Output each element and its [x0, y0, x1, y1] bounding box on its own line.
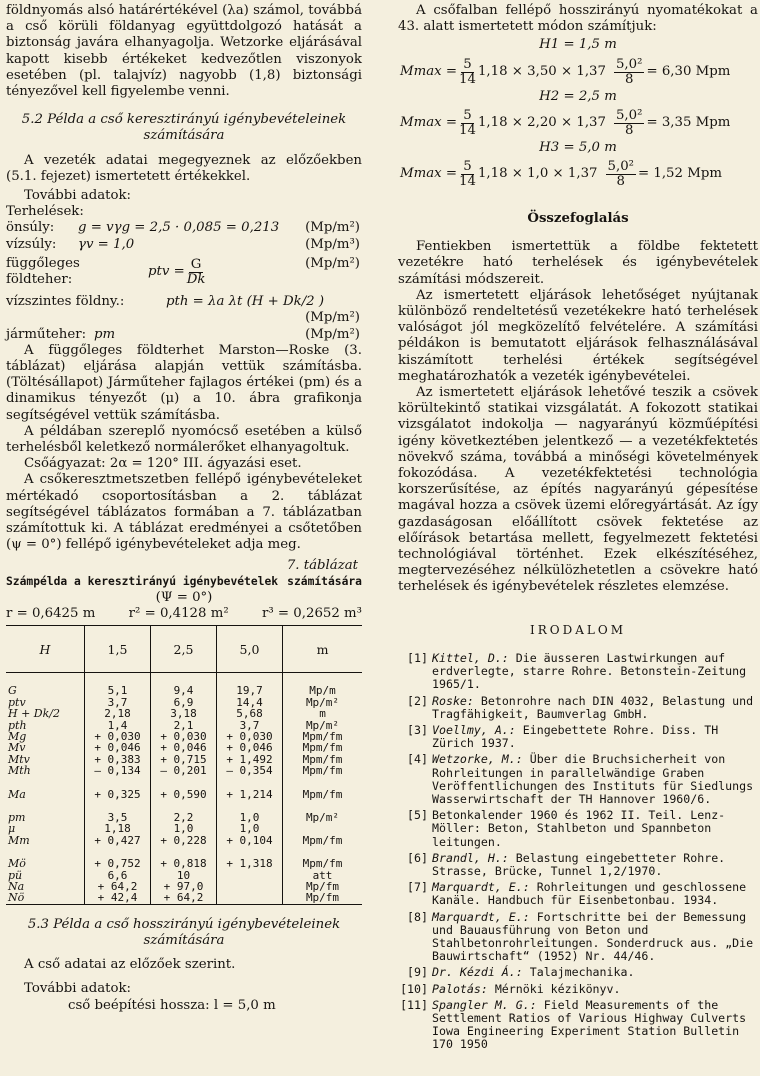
unit-cell: Mpm/fm	[283, 789, 363, 800]
fraction-numerator: 5,0²	[607, 159, 634, 175]
load-expression: γv = 1,0	[78, 236, 135, 252]
row-label: Na	[8, 880, 25, 893]
reference-author: Marquardt, E.:	[432, 909, 537, 924]
unit-cell: Mp/m²	[283, 720, 363, 731]
reference-title: Mérnöki kézikönyv.	[494, 981, 621, 996]
summary-paragraph: Az ismertetett eljárások lehetőséget nyújtanak különböző rendeltetésű vezetékekre ható terhelések valóságot jól megközelítő felvételére. A számítási példákon is bemutatott eljárások felhasználásával kiszámított terhelési értékek segítségével meghatározhatók a vezeték igénybevételei.	[398, 287, 758, 384]
value-cell: 1,18	[85, 823, 151, 834]
row-label: pth	[8, 718, 27, 732]
load-row-self-weight	[6, 220, 362, 236]
reference-number: [11]	[400, 997, 428, 1012]
value-cell: – 0,201	[151, 765, 217, 776]
value-cell: 19,7	[217, 685, 283, 696]
span-fraction	[606, 160, 636, 189]
moment-calculations	[398, 37, 758, 189]
table-row	[6, 835, 362, 846]
load-row-vehicle	[6, 327, 362, 343]
value-cell: + 64,2	[151, 892, 217, 903]
section-5-2-title: 5.2 Példa a cső keresztirányú igénybevételeinek számítására	[21, 112, 347, 144]
row-label: Mg	[8, 729, 27, 743]
load-expression: ptv =	[148, 263, 185, 279]
reference-item	[398, 983, 758, 996]
value-cell: + 0,228	[151, 835, 217, 846]
row-label: Mm	[8, 833, 30, 847]
section-5-2-paragraph: A vezeték adatai megegyeznek az előzőekben (5.1. fejezet) ismertetett értékekkel.	[6, 152, 362, 184]
reference-text	[432, 999, 758, 1052]
fraction-denominator: 8	[624, 71, 634, 87]
value-cell: + 0,030	[151, 731, 217, 742]
span-fraction	[614, 109, 644, 138]
span-fraction	[614, 58, 644, 87]
reference-item	[398, 809, 758, 849]
param-r3: r³ = 0,2652 m³	[262, 606, 362, 622]
value-cell: + 42,4	[85, 892, 151, 903]
load-row-vertical-earth	[6, 256, 362, 288]
reference-number: [5]	[407, 808, 428, 823]
value-cell: 9,4	[151, 685, 217, 696]
reference-text	[432, 695, 758, 721]
depth-label: H3 = 5,0 m	[539, 139, 617, 155]
load-unit: (Mp/m²)	[305, 310, 360, 326]
fraction-denominator: 14	[459, 71, 476, 87]
reference-author: Wetzorke, M.:	[432, 752, 530, 767]
table-row	[6, 685, 362, 696]
moment-result: = 3,35 Mpm	[646, 115, 731, 131]
load-row-water	[6, 237, 362, 253]
section-5-3-paragraph: A cső adatai az előzőek szerint.	[24, 957, 236, 973]
load-expression: pth = λa λt (H + Dk/2 )	[166, 294, 325, 310]
reference-number: [4]	[407, 752, 428, 767]
fraction-denominator: 14	[459, 174, 476, 190]
row-label: Mö	[8, 857, 26, 871]
table-row	[6, 789, 362, 800]
spacer-cell	[151, 777, 217, 789]
reference-number: [7]	[407, 880, 428, 895]
reference-item	[398, 652, 758, 692]
loads-block	[6, 188, 362, 343]
moment-equation	[398, 58, 758, 87]
row-label: pm	[8, 810, 26, 824]
moment-equation	[398, 160, 758, 189]
value-cell: 1,4	[85, 720, 151, 731]
value-cell: + 97,0	[151, 881, 217, 892]
moment-equation	[398, 109, 758, 138]
row-label: H + Dk/2	[8, 707, 60, 721]
reference-number: [10]	[400, 981, 428, 996]
load-label: vízszintes földny.:	[6, 294, 125, 310]
unit-cell: m	[283, 708, 363, 719]
value-cell: + 1,318	[217, 858, 283, 869]
table-header-row	[6, 626, 362, 673]
depth-label: H1 = 1,5 m	[539, 37, 617, 53]
value-cell: + 1,492	[217, 754, 283, 765]
value-cell: 1,0	[217, 823, 283, 834]
unit-cell: Mp/fm	[283, 892, 363, 903]
value-cell: + 0,818	[151, 858, 217, 869]
value-cell: 6,6	[85, 870, 151, 881]
paragraph-normal-forces: A példában szereplő nyomócső esetében a külső terhelésből keletkező normálerőket elhanyagoltuk.	[6, 423, 362, 456]
unit-cell: att	[283, 870, 363, 881]
depth-label: H2 = 2,5 m	[539, 88, 617, 104]
references-list	[398, 652, 758, 1052]
value-cell: + 0,590	[151, 789, 217, 800]
reference-text	[432, 652, 758, 692]
load-label: járműteher:	[6, 326, 87, 342]
fraction-denominator: 8	[624, 122, 634, 138]
value-cell: 1,0	[217, 812, 283, 823]
reference-text	[432, 753, 758, 806]
row-label: Mtv	[8, 752, 30, 766]
value-cell: + 0,046	[151, 742, 217, 753]
load-unit: (Mp/m²)	[305, 326, 360, 342]
value-cell: 2,1	[151, 720, 217, 731]
value-cell: + 0,104	[217, 835, 283, 846]
row-label: Ma	[8, 787, 26, 801]
load-label: függőleges földteher:	[6, 255, 80, 288]
vertical-fraction	[187, 258, 206, 287]
value-cell: + 64,2	[85, 881, 151, 892]
load-label: önsúly:	[6, 220, 55, 236]
value-cell: 5,68	[217, 708, 283, 719]
value-cell: 14,4	[217, 697, 283, 708]
reference-title: Field Measurements of the Settlement Ratios of Various Highway Culverts Iowa Engineering Experiment Station Bulletin 170 1950	[432, 997, 747, 1052]
moment-factors: 1,18 × 3,50 × 1,37	[477, 64, 606, 79]
fraction-numerator: 5,0²	[615, 56, 643, 72]
paragraph-table-intro: A csőkeresztmetszetben fellépő igénybevételeket mértékadó csoportosításban a 2. táblázat segítségével táblázatos formában a 7. táblázatban számítottuk ki. A táblázat eredményei a csőtetőben (ψ = 0°) fellépő igénybevételeket adja meg.	[6, 472, 362, 553]
load-unit: (Mp/m³)	[305, 236, 360, 252]
load-unit: (Mp/m²)	[305, 220, 360, 236]
moment-lhs: Mmax =	[400, 166, 458, 182]
spacer-cell	[6, 673, 85, 686]
fraction-numerator: 5	[463, 159, 472, 175]
value-cell: + 1,214	[217, 789, 283, 800]
value-cell: + 0,383	[85, 754, 151, 765]
value-cell	[217, 870, 283, 881]
table-row	[6, 765, 362, 776]
table-number: 7. táblázat	[286, 557, 358, 573]
unit-cell: Mp/fm	[283, 881, 363, 892]
paragraph-bedding: Csőágyazat: 2α = 120° III. ágyazási eset.	[24, 456, 302, 472]
spacer-cell	[283, 777, 363, 789]
reference-title: Talajmechanika.	[529, 965, 635, 980]
reference-author: Roske:	[432, 693, 481, 708]
value-cell: + 0,046	[85, 742, 151, 753]
table-row	[6, 708, 362, 719]
moment-lhs: Mmax =	[400, 64, 458, 79]
references-title: IRODALOM	[530, 622, 626, 637]
reference-text	[432, 724, 758, 750]
reference-title: Rohrleitungen und geschlossene Kanäle. Handbuch für Eisenbetonbau. 1934.	[432, 880, 747, 908]
reference-author: Voellmy, A.:	[432, 722, 523, 737]
summary-paragraph: Az ismertetett eljárások lehetővé teszik a csövek körültekintő statikai vizsgálatát. A fokozott statikai vizsgálatot indokolja — nagyarányú közműépítési igény következtében jelentkező — a vezetékfektetés növekvő száma, továbbá a minőségi követelmények fokozódása. A vezetékfektetési technológia korszerűsítése, az építés nagyarányú gépesítése magával hozza a csövek üzemi előregyártását. Az így gazdaságosan előállított csövek fektetése az előírások betartása mellett, fegyelmezett fektetési technológiával történhet. Ezek elkészítéséhez, megtervezéséhez nélkülözhetetlen a csövekre ható terhelések és igénybevételek részletes elemzése.	[398, 385, 758, 595]
fraction-denominator: 8	[616, 174, 625, 190]
value-cell: 1,0	[151, 823, 217, 834]
right-column	[398, 0, 758, 1055]
reference-text	[432, 852, 758, 878]
value-cell: 10	[151, 870, 217, 881]
reference-text	[432, 809, 758, 849]
reference-title: Über die Bruchsicherheit von Rohrleitungen in parallelwändige Graben Veröffentlichungen des Instituts für Siedlungs Wasserwirtschaft der TH Hannover 1960/6.	[432, 752, 754, 806]
left-column	[6, 0, 362, 1014]
spacer-cell	[217, 777, 283, 789]
reference-title: Eingebettete Rohre. Diss. TH Zürich 1937.	[432, 722, 719, 751]
table-caption	[6, 574, 362, 590]
summary-paragraph: Fentiekben ismertettük a földbe fektetett vezetékre ható terhelések és igénybevételek számítási módszereit.	[398, 239, 758, 287]
reference-title: Fortschritte bei der Bemessung und Bauausführung von Beton und Stahlbetonrohrleitungen. Sonderdruck aus. „Die Bauwirtschaft“ (1952) Nr. 44/46.	[432, 909, 754, 964]
unit-cell: Mp/m²	[283, 697, 363, 708]
header-cell: 1,5	[85, 626, 151, 673]
reference-text	[432, 911, 758, 964]
unit-cell: Mpm/fm	[283, 754, 363, 765]
coefficient-fraction	[459, 160, 476, 189]
further-data-label: További adatok:	[24, 188, 132, 204]
moment-lhs: Mmax =	[400, 115, 458, 131]
reference-item	[398, 852, 758, 878]
coefficient-fraction	[459, 109, 476, 138]
moment-factors: 1,18 × 1,0 × 1,37	[477, 166, 598, 182]
value-cell: + 0,715	[151, 754, 217, 765]
reference-title: Die äusseren Lastwirkungen auf erdverlegte, starre Rohre. Betonstein-Zeitung 1965/1.	[432, 650, 747, 692]
table-row	[6, 858, 362, 869]
reference-item	[398, 753, 758, 806]
load-expression: pm	[94, 326, 116, 342]
reference-title: Belastung eingebetteter Rohre. Strasse, Brücke, Tunnel 1,2/1970.	[432, 850, 726, 878]
load-unit: (Mp/m²)	[305, 255, 360, 271]
table-row	[6, 892, 362, 903]
value-cell: 6,9	[151, 697, 217, 708]
moment-result: = 6,30 Mpm	[646, 64, 731, 79]
reference-number: [6]	[407, 850, 428, 865]
reference-number: [8]	[407, 909, 428, 924]
fraction-denominator: 14	[459, 122, 476, 138]
reference-text	[432, 881, 758, 907]
summary-title: Összefoglalás	[527, 211, 629, 227]
unit-cell: Mpm/fm	[283, 835, 363, 846]
header-cell: m	[283, 626, 363, 673]
spacer-cell	[6, 777, 85, 789]
value-cell	[217, 892, 283, 903]
section-5-3-title: 5.3 Példa a cső hosszirányú igénybevételeinek számítására	[27, 916, 341, 949]
unit-cell: Mp/m²	[283, 812, 363, 823]
install-length: cső beépítési hossza: l = 5,0 m	[68, 997, 276, 1013]
reference-item	[398, 724, 758, 750]
reference-text	[432, 966, 758, 979]
reference-item	[398, 881, 758, 907]
reference-author: Kittel, D.:	[432, 650, 516, 665]
reference-author: Marquardt, E.:	[432, 880, 537, 895]
unit-cell: Mpm/fm	[283, 765, 363, 776]
fraction-denominator: Dk	[186, 271, 206, 287]
row-label: μ	[8, 822, 16, 836]
value-cell: 2,18	[85, 708, 151, 719]
value-cell: 3,7	[217, 720, 283, 731]
reference-item	[398, 966, 758, 979]
value-cell: 3,18	[151, 708, 217, 719]
unit-cell: Mpm/fm	[283, 731, 363, 742]
reference-title: Betonrohre nach DIN 4032, Belastung und Tragfähigkeit, Baumverlag GmbH.	[432, 693, 754, 721]
reference-number: [2]	[407, 693, 428, 708]
row-label: Nö	[8, 891, 25, 905]
value-cell: + 0,030	[217, 731, 283, 742]
reference-author: Dr. Kézdi Á.:	[432, 965, 530, 980]
reference-number: [9]	[407, 965, 428, 980]
value-cell: 2,2	[151, 812, 217, 823]
further-data-label-2: További adatok:	[24, 981, 132, 997]
table-spacer	[6, 777, 362, 789]
intro-paragraph: földnyomás alsó határértékével (λa) számol, továbbá a cső körüli földanyag együttdolgozó hatását a biztonság javára elhanyagolja. Wetzorke eljárásával kapott kisebb értékeket kedvezőtlen viszonyok esetében (pl. talajvíz) nagyobb (1,8) biztonsági tényezővel kell figyelembe venni.	[6, 3, 362, 100]
value-cell: 5,1	[85, 685, 151, 696]
reference-author: Brandl, H.:	[432, 850, 516, 865]
row-label: Mv	[8, 741, 26, 755]
value-cell: + 0,325	[85, 789, 151, 800]
value-cell: + 0,427	[85, 835, 151, 846]
fraction-numerator: G	[190, 256, 202, 272]
moment-intro: A csőfalban fellépő hosszirányú nyomatékokat a 43. alatt ismertetett módon számítjuk:	[398, 3, 758, 35]
table-caption-left: Számpélda a keresztirányú igénybevételek	[6, 574, 279, 588]
reference-title: Betonkalender 1960 és 1962 II. Teil. Lenz-Möller: Beton, Stahlbeton und Spannbeton leitungen.	[432, 808, 726, 849]
value-cell: 3,5	[85, 812, 151, 823]
row-label: G	[8, 684, 17, 698]
reference-text	[432, 983, 758, 996]
load-expression: g = vγg = 2,5 · 0,085 = 0,213	[78, 220, 280, 236]
value-cell: – 0,134	[85, 765, 151, 776]
load-label: vízsúly:	[6, 236, 57, 252]
moment-factors: 1,18 × 2,20 × 1,37	[477, 115, 606, 131]
table-params	[6, 606, 362, 622]
fraction-numerator: 5	[463, 56, 472, 72]
reference-number: [3]	[407, 722, 428, 737]
unit-cell: Mpm/fm	[283, 858, 363, 869]
loads-heading: Terhelések:	[6, 204, 84, 220]
value-cell: – 0,354	[217, 765, 283, 776]
paragraph-marston: A függőleges földterhet Marston—Roske (3. táblázat) eljárása alapján vettük számításba. (Töltésállapot) Járműteher fajlagos értékei (pm) és a dinamikus tényezőt (μ) a 10. ábra grafikonja segítségével vettük számításba.	[6, 342, 362, 423]
unit-cell: Mp/m	[283, 685, 363, 696]
value-cell: 3,7	[85, 697, 151, 708]
header-cell: H	[6, 626, 85, 673]
table-psi: (Ψ = 0°)	[155, 589, 213, 605]
value-cell: + 0,752	[85, 858, 151, 869]
param-r2: r² = 0,4128 m²	[128, 606, 229, 622]
header-cell: 5,0	[217, 626, 283, 673]
value-cell: + 0,046	[217, 742, 283, 753]
param-r: r = 0,6425 m	[6, 606, 96, 622]
reference-item	[398, 999, 758, 1052]
value-cell	[217, 881, 283, 892]
results-table	[6, 625, 362, 904]
row-label: ptv	[8, 695, 26, 709]
value-cell: + 0,030	[85, 731, 151, 742]
moment-result: = 1,52 Mpm	[638, 166, 722, 182]
header-cell: 2,5	[151, 626, 217, 673]
fraction-numerator: 5,0²	[615, 107, 643, 123]
row-label: Mth	[8, 764, 31, 778]
reference-item	[398, 695, 758, 721]
spacer-cell	[85, 777, 151, 789]
reference-author: Palotás:	[432, 981, 495, 996]
reference-author: Spangler M. G.:	[432, 997, 544, 1012]
unit-cell: Mpm/fm	[283, 742, 363, 753]
coefficient-fraction	[459, 58, 476, 87]
reference-item	[398, 911, 758, 964]
fraction-numerator: 5	[463, 107, 472, 123]
table-caption-right: számítására	[287, 574, 362, 588]
load-row-horizontal-earth	[6, 294, 362, 326]
reference-number: [1]	[407, 650, 428, 665]
row-label: pü	[8, 868, 23, 882]
